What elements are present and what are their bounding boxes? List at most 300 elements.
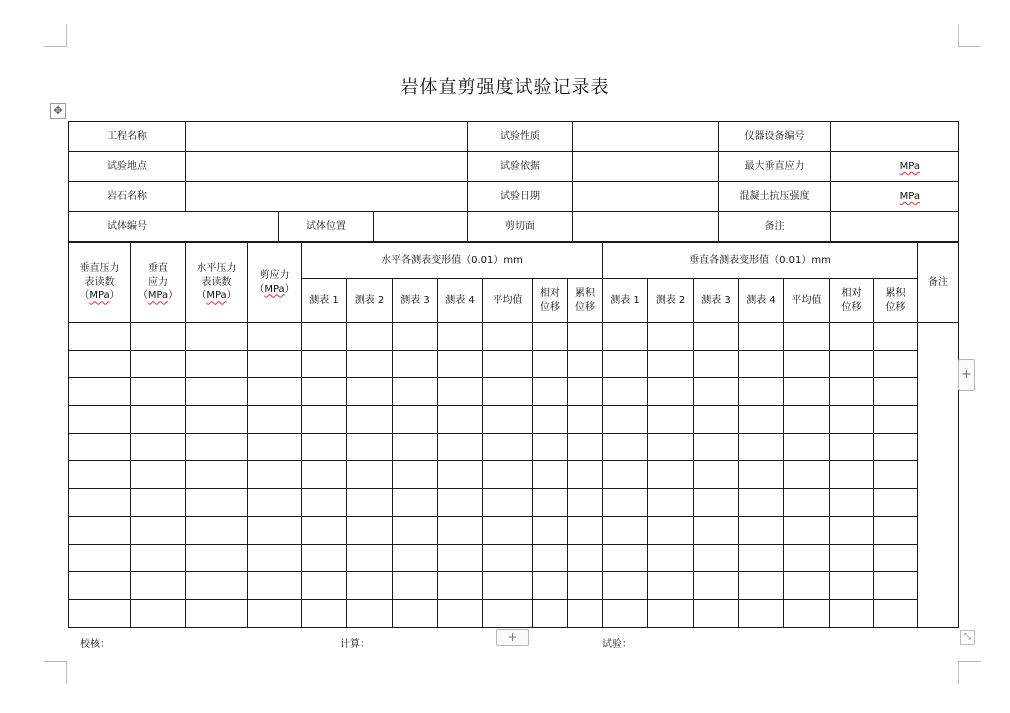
data-cell[interactable]	[347, 378, 393, 406]
data-cell[interactable]	[694, 323, 739, 351]
data-cell[interactable]	[603, 544, 648, 572]
table-row	[69, 544, 959, 572]
data-cell[interactable]	[603, 433, 648, 461]
data-cell[interactable]	[131, 516, 186, 544]
data-cell[interactable]	[739, 544, 784, 572]
data-cell[interactable]	[874, 433, 918, 461]
data-cell[interactable]	[830, 489, 874, 517]
vertical-pressure-header-line1: 垂直压力	[79, 263, 120, 275]
test-date-label: 试验日期	[468, 182, 573, 212]
crop-mark-bottom-right	[958, 661, 981, 684]
data-cell[interactable]	[568, 599, 603, 627]
data-cell[interactable]	[874, 406, 918, 434]
data-cell[interactable]	[648, 544, 694, 572]
data-cell[interactable]	[648, 516, 694, 544]
data-cell[interactable]	[393, 323, 438, 351]
unit-close: ）	[168, 290, 179, 302]
max-vertical-stress-value[interactable]	[831, 152, 959, 182]
vertical-stress-header	[131, 243, 186, 323]
data-cell[interactable]	[438, 433, 483, 461]
data-table	[68, 242, 959, 628]
data-cell[interactable]	[830, 323, 874, 351]
data-cell[interactable]	[393, 461, 438, 489]
data-cell[interactable]	[302, 461, 347, 489]
data-cell[interactable]	[533, 461, 568, 489]
data-cell[interactable]	[483, 599, 533, 627]
test-nature-value[interactable]	[573, 122, 719, 152]
instrument-id-label: 仪器设备编号	[719, 122, 831, 152]
data-cell[interactable]	[568, 572, 603, 600]
data-cell[interactable]	[393, 350, 438, 378]
data-cell[interactable]	[648, 323, 694, 351]
data-cell[interactable]	[694, 599, 739, 627]
data-cell[interactable]	[438, 599, 483, 627]
data-cell[interactable]	[248, 378, 302, 406]
data-cell[interactable]	[438, 544, 483, 572]
data-cell[interactable]	[694, 489, 739, 517]
data-cell[interactable]	[69, 433, 131, 461]
unit-text: MPa	[264, 283, 285, 295]
data-cell[interactable]	[69, 489, 131, 517]
table-row	[69, 378, 959, 406]
unit-text: MPa	[147, 290, 169, 302]
data-cell[interactable]	[739, 406, 784, 434]
tester-label: 试验：	[602, 639, 632, 650]
data-cell[interactable]	[302, 378, 347, 406]
data-cell[interactable]	[302, 544, 347, 572]
add-row-button[interactable]	[496, 629, 529, 646]
data-cell[interactable]	[784, 599, 830, 627]
data-cell[interactable]	[739, 350, 784, 378]
data-cell[interactable]	[131, 489, 186, 517]
unit-close: ）	[226, 290, 237, 302]
data-cell[interactable]	[533, 544, 568, 572]
vertical-deformation-header: 垂直各测表变形值（0.01）mm	[603, 243, 918, 279]
v-cumulative-line1: 累积	[885, 288, 906, 299]
data-cell[interactable]	[347, 433, 393, 461]
data-cell[interactable]	[739, 489, 784, 517]
data-cell[interactable]	[533, 433, 568, 461]
data-cell[interactable]	[648, 433, 694, 461]
v-cumulative-line2: 位移	[885, 301, 906, 313]
test-basis-value[interactable]	[573, 152, 719, 182]
v-gauge-2-header: 测表 2	[648, 279, 694, 323]
data-cell[interactable]	[347, 323, 393, 351]
data-cell[interactable]	[248, 489, 302, 517]
data-cell[interactable]	[830, 599, 874, 627]
unit-label	[186, 289, 247, 303]
data-cell[interactable]	[874, 599, 918, 627]
table-resize-handle[interactable]	[960, 630, 975, 645]
data-cell[interactable]	[830, 544, 874, 572]
data-cell[interactable]	[393, 572, 438, 600]
concrete-strength-value[interactable]	[831, 182, 959, 212]
data-cell[interactable]	[248, 461, 302, 489]
data-cell[interactable]	[874, 544, 918, 572]
data-cell[interactable]	[248, 544, 302, 572]
data-cell[interactable]	[694, 544, 739, 572]
unit-open: （	[254, 283, 265, 295]
data-cell[interactable]	[248, 516, 302, 544]
data-cell[interactable]	[131, 323, 186, 351]
data-cell[interactable]	[186, 461, 248, 489]
data-cell[interactable]	[69, 323, 131, 351]
data-cell[interactable]	[131, 599, 186, 627]
data-cell[interactable]	[603, 350, 648, 378]
data-cell[interactable]	[438, 350, 483, 378]
data-cell[interactable]	[438, 516, 483, 544]
test-location-value[interactable]	[186, 152, 468, 182]
data-cell[interactable]	[483, 544, 533, 572]
unit-text: MPa	[206, 290, 227, 302]
data-cell[interactable]	[874, 489, 918, 517]
data-cell[interactable]	[483, 378, 533, 406]
data-cell[interactable]	[131, 544, 186, 572]
shear-stress-header-line1: 剪应力	[259, 270, 290, 281]
data-cell[interactable]	[186, 378, 248, 406]
data-cell[interactable]	[784, 433, 830, 461]
data-cell[interactable]	[483, 323, 533, 351]
info-row	[69, 152, 959, 182]
data-cell[interactable]	[784, 378, 830, 406]
data-cell[interactable]	[131, 572, 186, 600]
data-cell[interactable]	[302, 406, 347, 434]
data-cell[interactable]	[874, 516, 918, 544]
data-cell[interactable]	[533, 323, 568, 351]
data-cell[interactable]	[347, 350, 393, 378]
data-cell[interactable]	[603, 599, 648, 627]
data-cell[interactable]	[483, 489, 533, 517]
data-cell[interactable]	[694, 433, 739, 461]
data-cell[interactable]	[483, 350, 533, 378]
data-cell[interactable]	[784, 516, 830, 544]
data-cell[interactable]	[648, 461, 694, 489]
unit-close: ）	[284, 283, 295, 295]
shear-plane-value[interactable]	[573, 212, 719, 242]
v-gauge-1-header: 测表 1	[603, 279, 648, 323]
data-cell[interactable]	[438, 572, 483, 600]
table-row	[69, 489, 959, 517]
data-cell[interactable]	[69, 516, 131, 544]
horizontal-pressure-header-line2: 表读数	[201, 276, 232, 288]
v-gauge-4-header: 测表 4	[739, 279, 784, 323]
data-cell[interactable]	[393, 544, 438, 572]
data-cell[interactable]	[830, 433, 874, 461]
h-average-header: 平均值	[483, 279, 533, 323]
table-row	[69, 572, 959, 600]
plus-icon: +	[961, 367, 972, 382]
crop-mark-bottom-left	[44, 661, 67, 684]
data-cell[interactable]	[302, 572, 347, 600]
project-name-value[interactable]	[186, 122, 468, 152]
data-cell[interactable]	[186, 489, 248, 517]
data-cell[interactable]	[533, 516, 568, 544]
data-cell[interactable]	[302, 599, 347, 627]
h-relative-line2: 位移	[540, 301, 560, 313]
data-cell[interactable]	[533, 599, 568, 627]
calculator-label: 计算：	[340, 639, 370, 650]
data-cell[interactable]	[603, 406, 648, 434]
data-cell[interactable]	[69, 544, 131, 572]
data-cell[interactable]	[186, 544, 248, 572]
data-cell[interactable]	[69, 350, 131, 378]
data-cell[interactable]	[186, 350, 248, 378]
h-relative-line1: 相对	[540, 288, 560, 299]
info-row	[69, 122, 959, 152]
document-title: 岩体直剪强度试验记录表	[400, 77, 610, 98]
data-cell[interactable]	[874, 350, 918, 378]
data-cell[interactable]	[694, 350, 739, 378]
data-cell[interactable]	[648, 489, 694, 517]
data-cell[interactable]	[393, 489, 438, 517]
test-basis-label: 试验依据	[468, 152, 573, 182]
data-cell[interactable]	[830, 516, 874, 544]
h-gauge-3-header: 测表 3	[393, 279, 438, 323]
horizontal-pressure-header-line1: 水平压力	[196, 263, 237, 275]
data-cell[interactable]	[186, 599, 248, 627]
data-cell[interactable]	[131, 433, 186, 461]
resize-icon: ⤡	[963, 632, 972, 642]
data-cell[interactable]	[186, 406, 248, 434]
data-cell[interactable]	[648, 378, 694, 406]
data-cell[interactable]	[347, 461, 393, 489]
data-cell[interactable]	[131, 350, 186, 378]
vertical-pressure-header-line2: 表读数	[84, 276, 115, 288]
data-cell[interactable]	[186, 572, 248, 600]
data-cell[interactable]	[739, 461, 784, 489]
data-cell[interactable]	[830, 572, 874, 600]
h-gauge-2-header: 测表 2	[347, 279, 393, 323]
data-cell[interactable]	[393, 406, 438, 434]
data-cell[interactable]	[483, 461, 533, 489]
data-cell[interactable]	[874, 378, 918, 406]
data-cell[interactable]	[648, 599, 694, 627]
data-cell[interactable]	[483, 406, 533, 434]
data-cell[interactable]	[347, 544, 393, 572]
data-cell[interactable]	[694, 461, 739, 489]
data-cell[interactable]	[784, 461, 830, 489]
data-cell[interactable]	[248, 599, 302, 627]
data-cell[interactable]	[830, 406, 874, 434]
data-cell[interactable]	[784, 572, 830, 600]
remarks-header: 备注	[918, 243, 959, 323]
table-row	[69, 406, 959, 434]
data-cell[interactable]	[347, 516, 393, 544]
h-gauge-1-header: 测表 1	[302, 279, 347, 323]
data-cell[interactable]	[568, 323, 603, 351]
data-cell[interactable]	[874, 572, 918, 600]
h-cumulative-line1: 累积	[575, 288, 595, 299]
move-icon: ✥	[53, 104, 63, 117]
shear-plane-label: 剪切面	[468, 212, 573, 242]
data-cell[interactable]	[533, 406, 568, 434]
data-cell[interactable]	[694, 406, 739, 434]
data-cell[interactable]	[739, 516, 784, 544]
data-cell[interactable]	[302, 433, 347, 461]
h-cumulative-line2: 位移	[575, 301, 595, 313]
table-row	[69, 516, 959, 544]
v-relative-line1: 相对	[841, 288, 862, 299]
data-cell[interactable]	[248, 433, 302, 461]
data-cell[interactable]	[648, 350, 694, 378]
data-cell[interactable]	[694, 572, 739, 600]
v-gauge-3-header: 测表 3	[694, 279, 739, 323]
info-row	[69, 212, 959, 242]
v-cumulative-header	[874, 279, 918, 323]
table-row	[69, 433, 959, 461]
data-cell[interactable]	[248, 406, 302, 434]
table-row	[69, 350, 959, 378]
data-cell[interactable]	[568, 516, 603, 544]
data-cell[interactable]	[483, 516, 533, 544]
data-cell[interactable]	[568, 350, 603, 378]
data-cell[interactable]	[131, 406, 186, 434]
data-cell[interactable]	[603, 489, 648, 517]
data-cell[interactable]	[248, 350, 302, 378]
test-nature-label: 试验性质	[468, 122, 573, 152]
data-cell[interactable]	[302, 489, 347, 517]
data-cell[interactable]	[603, 516, 648, 544]
data-cell[interactable]	[830, 350, 874, 378]
data-cell[interactable]	[533, 350, 568, 378]
unit-text: MPa	[89, 290, 110, 302]
project-name-label: 工程名称	[69, 122, 186, 152]
data-cell[interactable]	[784, 489, 830, 517]
data-cell[interactable]	[533, 489, 568, 517]
data-cell[interactable]	[784, 350, 830, 378]
data-cell[interactable]	[438, 406, 483, 434]
vertical-stress-header-line2: 应力	[148, 276, 168, 288]
vertical-pressure-header	[69, 243, 131, 323]
data-cell[interactable]	[830, 461, 874, 489]
data-cell[interactable]	[347, 599, 393, 627]
v-relative-header	[830, 279, 874, 323]
data-cell[interactable]	[69, 461, 131, 489]
header-row	[69, 243, 959, 279]
data-cell[interactable]	[784, 406, 830, 434]
data-cell[interactable]	[533, 572, 568, 600]
data-cell[interactable]	[568, 378, 603, 406]
data-cell[interactable]	[648, 406, 694, 434]
data-cell[interactable]	[694, 516, 739, 544]
data-cell[interactable]	[393, 599, 438, 627]
add-column-button[interactable]	[958, 359, 975, 391]
v-average-header: 平均值	[784, 279, 830, 323]
crop-mark-top-right	[958, 24, 981, 47]
data-cell[interactable]	[739, 433, 784, 461]
remarks-value[interactable]	[831, 212, 959, 242]
test-date-value[interactable]	[573, 182, 719, 212]
data-cell[interactable]	[131, 461, 186, 489]
h-gauge-4-header: 测表 4	[438, 279, 483, 323]
data-cell[interactable]	[739, 323, 784, 351]
data-cell[interactable]	[568, 433, 603, 461]
data-cell[interactable]	[603, 572, 648, 600]
concrete-strength-unit: MPa	[899, 190, 921, 202]
remarks-cell[interactable]	[918, 323, 959, 628]
data-cell[interactable]	[438, 378, 483, 406]
data-cell[interactable]	[568, 489, 603, 517]
concrete-strength-label: 混凝土抗压强度	[719, 182, 831, 212]
data-cell[interactable]	[438, 323, 483, 351]
data-cell[interactable]	[69, 406, 131, 434]
v-relative-line2: 位移	[841, 301, 862, 313]
data-cell[interactable]	[533, 378, 568, 406]
data-cell[interactable]	[603, 461, 648, 489]
data-cell[interactable]	[131, 378, 186, 406]
data-cell[interactable]	[648, 572, 694, 600]
rock-name-value[interactable]	[186, 182, 468, 212]
data-cell[interactable]	[302, 350, 347, 378]
unit-open: （	[196, 290, 207, 302]
data-cell[interactable]	[186, 433, 248, 461]
data-cell[interactable]	[302, 516, 347, 544]
specimen-position-label: 试体位置	[279, 212, 374, 242]
instrument-id-value[interactable]	[831, 122, 959, 152]
data-cell[interactable]	[438, 489, 483, 517]
data-cell[interactable]	[739, 378, 784, 406]
info-table	[68, 121, 959, 242]
data-cell[interactable]	[186, 323, 248, 351]
data-cell[interactable]	[739, 572, 784, 600]
data-cell[interactable]	[69, 572, 131, 600]
data-cell[interactable]	[393, 433, 438, 461]
data-cell[interactable]	[393, 516, 438, 544]
data-cell[interactable]	[739, 599, 784, 627]
vertical-stress-header-line1: 垂直	[148, 263, 168, 275]
table-move-handle[interactable]	[50, 103, 66, 119]
shear-stress-header	[248, 243, 302, 323]
remarks-label: 备注	[719, 212, 831, 242]
data-cell[interactable]	[874, 461, 918, 489]
data-cell[interactable]	[694, 378, 739, 406]
data-cell[interactable]	[830, 378, 874, 406]
horizontal-pressure-header	[186, 243, 248, 323]
data-cell[interactable]	[568, 461, 603, 489]
unit-open: （	[137, 290, 148, 302]
data-cell[interactable]	[874, 323, 918, 351]
data-cell[interactable]	[784, 323, 830, 351]
data-cell[interactable]	[483, 572, 533, 600]
data-cell[interactable]	[248, 572, 302, 600]
data-cell[interactable]	[568, 406, 603, 434]
data-cell[interactable]	[603, 323, 648, 351]
data-cell[interactable]	[69, 378, 131, 406]
data-cell[interactable]	[302, 323, 347, 351]
max-vertical-stress-unit: MPa	[899, 160, 921, 172]
data-cell[interactable]	[784, 544, 830, 572]
specimen-id-label: 试体编号	[69, 212, 279, 242]
plus-icon: +	[507, 630, 518, 644]
data-cell[interactable]	[568, 544, 603, 572]
data-cell[interactable]	[347, 572, 393, 600]
data-cell[interactable]	[248, 323, 302, 351]
table-row	[69, 323, 959, 351]
crop-mark-top-left	[44, 24, 67, 47]
data-cell[interactable]	[603, 378, 648, 406]
data-cell[interactable]	[347, 406, 393, 434]
specimen-position-value[interactable]	[374, 212, 468, 242]
data-cell[interactable]	[347, 489, 393, 517]
data-cell[interactable]	[186, 516, 248, 544]
data-body	[69, 323, 959, 628]
data-cell[interactable]	[438, 461, 483, 489]
data-cell[interactable]	[393, 378, 438, 406]
data-cell[interactable]	[69, 599, 131, 627]
data-cell[interactable]	[483, 433, 533, 461]
info-row	[69, 182, 959, 212]
unit-label	[248, 283, 301, 297]
